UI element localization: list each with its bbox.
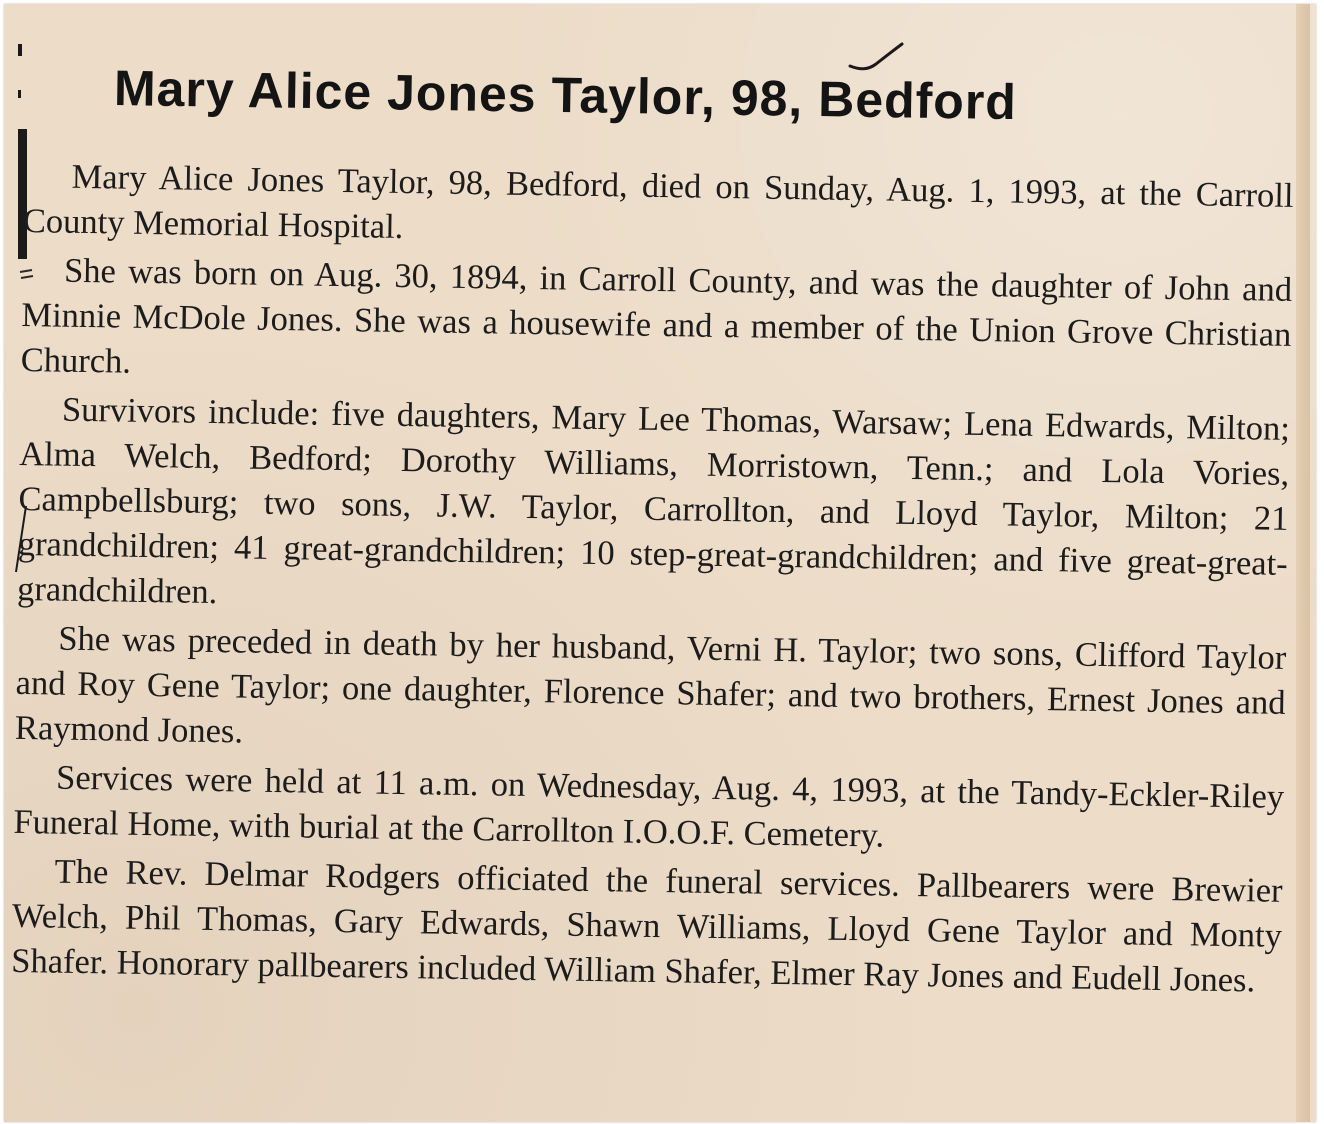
obituary-body (11, 154, 1294, 1008)
paragraph-preceded-in-death: She was preceded in death by her husband, Verni H. Taylor; two sons, Clifford Taylor and Roy Gene Taylor; one daughter, Florence Shafer; and two brothers, Ernest Jones and Raymond Jones. (14, 619, 1287, 751)
paragraph-services: Services were held at 11 a.m. on Wednesday, Aug. 4, 1993, at the Tandy-Eckler-Riley Funeral Home, with burial at the Carrollton I.O.O.F. Cemetery. (13, 758, 1285, 855)
paper-edge-strip (1296, 4, 1310, 1122)
newspaper-clipping (4, 4, 1316, 1122)
paragraph-pallbearers: The Rev. Delmar Rodgers officiated the funeral services. Pallbearers were Brewier Welch, Phil Thomas, Gary Edwards, Shawn Williams, Lloyd Gene Taylor and Monty Shafer. Honorary pallbearers included William Shafer, Elmer Ray Jones and Eudell Jones. (11, 852, 1283, 1000)
paragraph-death-notice: Mary Alice Jones Taylor, 98, Bedford, died on Sunday, Aug. 1, 1993, at the Carroll County Memorial Hospital. (22, 157, 1294, 246)
edge-mark (18, 90, 21, 98)
edge-mark (18, 44, 22, 56)
paragraph-biography: She was born on Aug. 30, 1894, in Carroll County, and was the daughter of John and Minnie McDole Jones. She was a housewife and a member of the Union Grove Christian Church. (20, 251, 1293, 381)
obituary-headline: Mary Alice Jones Taylor, 98, Bedford (113, 60, 1018, 131)
paragraph-survivors: Survivors include: five daughters, Mary Lee Thomas, Warsaw; Lena Edwards, Milton; Alma Welch, Bedford; Dorothy Williams, Morristown, Tenn.; and Lola Vories, Campbellsburg; two sons, J.W. Taylor, Carrollton, and Lloyd Taylor, Milton; 21 grandchildren; 41 great-grandchildren; 10 step-great-grandchildren; and five great-great-grandchildren. (16, 390, 1291, 612)
